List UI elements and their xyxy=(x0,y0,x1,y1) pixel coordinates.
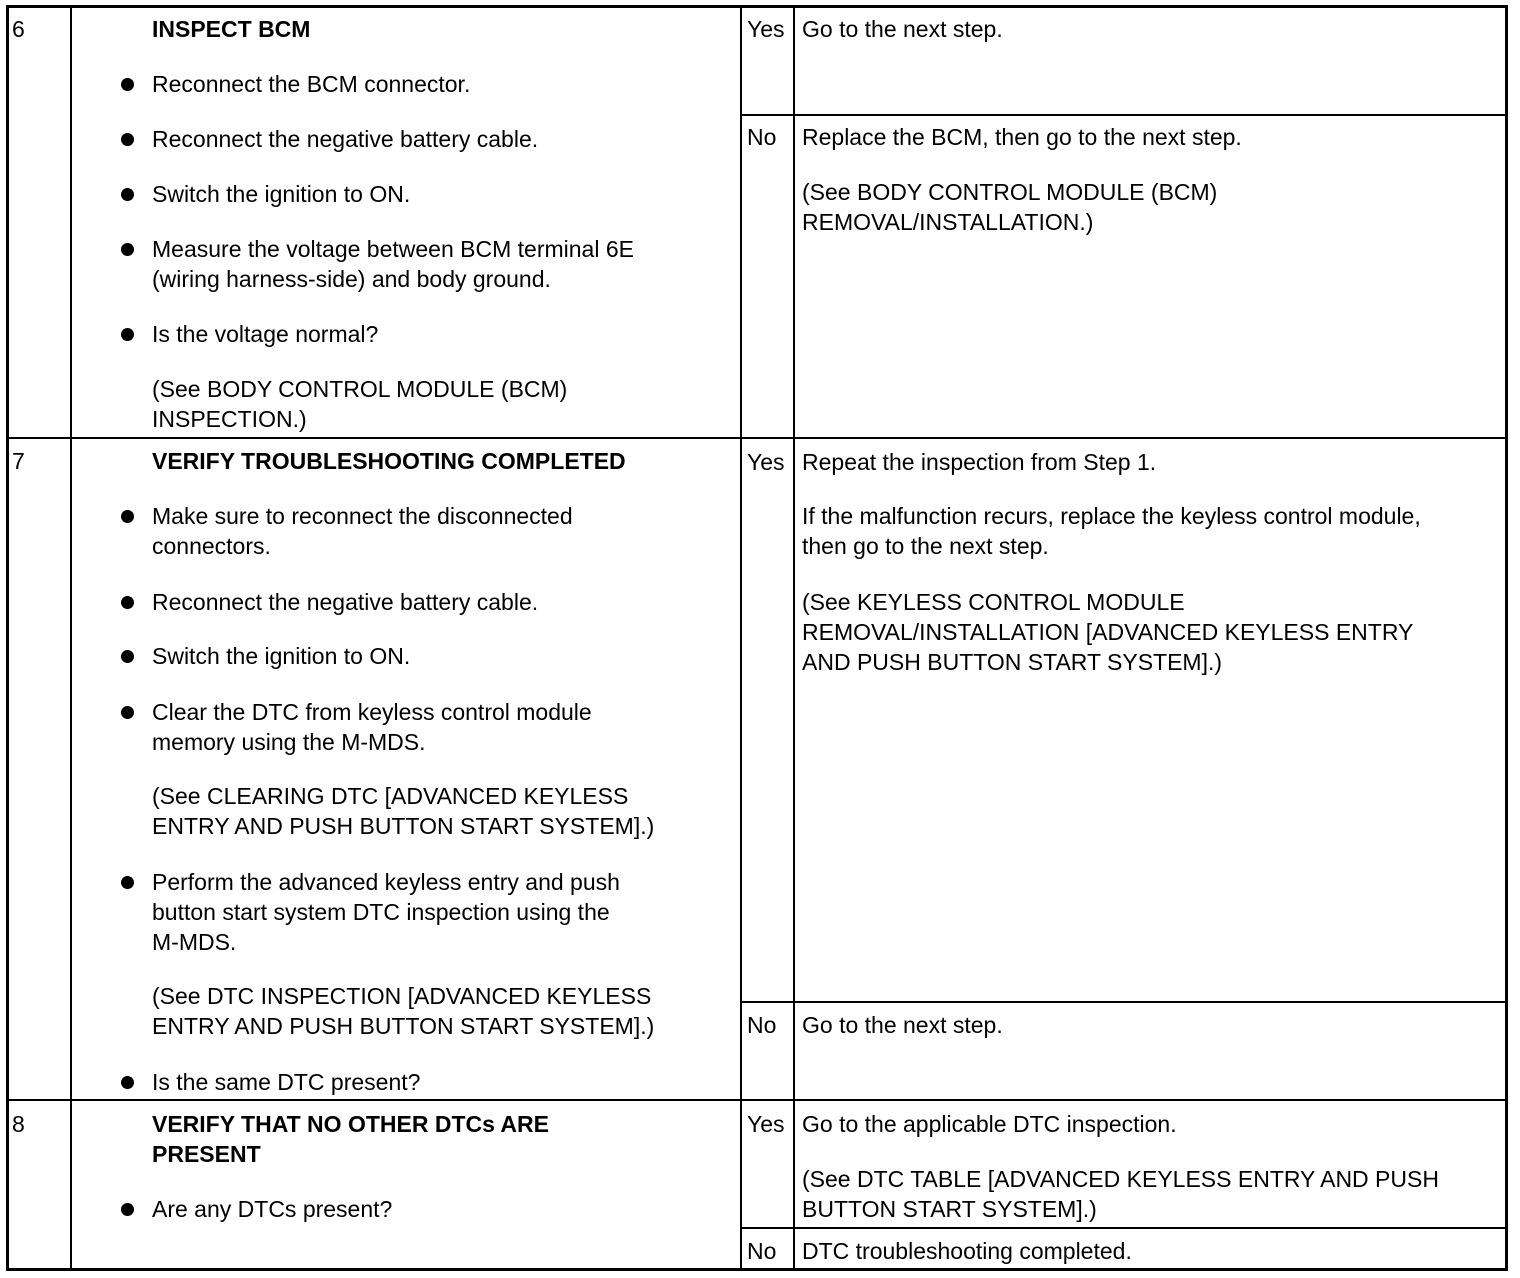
step-item: Switch the ignition to ON. xyxy=(152,181,411,207)
yes-note: REMOVAL/INSTALLATION [ADVANCED KEYLESS ENTRY xyxy=(802,619,1414,645)
column-divider xyxy=(70,5,72,1271)
step-item: Reconnect the negative battery cable. xyxy=(152,126,539,152)
no-action: DTC troubleshooting completed. xyxy=(802,1238,1132,1264)
bullet-icon xyxy=(121,1203,134,1216)
bullet-icon xyxy=(121,243,134,256)
step-title: VERIFY TROUBLESHOOTING COMPLETED xyxy=(152,448,626,474)
bullet-icon xyxy=(121,650,134,663)
step-number: 6 xyxy=(12,16,25,42)
step-item: Perform the advanced keyless entry and push xyxy=(152,869,620,895)
step-item: M-MDS. xyxy=(152,929,237,955)
step-title: INSPECT BCM xyxy=(152,16,311,42)
yes-action: Repeat the inspection from Step 1. xyxy=(802,449,1157,475)
yes-action: If the malfunction recurs, replace the keyless control module, xyxy=(802,503,1421,529)
step-item: Switch the ignition to ON. xyxy=(152,643,411,669)
no-label: No xyxy=(747,1238,777,1264)
step-note: ENTRY AND PUSH BUTTON START SYSTEM].) xyxy=(152,813,655,839)
no-action: Replace the BCM, then go to the next step. xyxy=(802,124,1242,150)
yes-no-divider xyxy=(741,114,1508,116)
table-border-top xyxy=(6,5,1508,8)
yes-no-divider xyxy=(741,1227,1508,1229)
bullet-icon xyxy=(121,876,134,889)
step-item: button start system DTC inspection using the xyxy=(152,899,610,925)
yes-note: (See KEYLESS CONTROL MODULE xyxy=(802,589,1185,615)
yes-note: (See DTC TABLE [ADVANCED KEYLESS ENTRY AND PUSH xyxy=(802,1166,1439,1192)
step-note: (See CLEARING DTC [ADVANCED KEYLESS xyxy=(152,783,629,809)
row-divider xyxy=(6,1099,1508,1101)
yes-note: BUTTON START SYSTEM].) xyxy=(802,1196,1097,1222)
step-item: connectors. xyxy=(152,533,271,559)
row-divider xyxy=(6,437,1508,439)
step-item: Reconnect the negative battery cable. xyxy=(152,589,539,615)
table-border-right xyxy=(1505,5,1508,1271)
no-note: REMOVAL/INSTALLATION.) xyxy=(802,209,1094,235)
step-title: VERIFY THAT NO OTHER DTCs ARE xyxy=(152,1111,549,1137)
bullet-icon xyxy=(121,510,134,523)
yes-action: Go to the next step. xyxy=(802,16,1003,42)
step-number: 7 xyxy=(12,448,25,474)
step-item: (wiring harness-side) and body ground. xyxy=(152,266,551,292)
no-note: (See BODY CONTROL MODULE (BCM) xyxy=(802,179,1218,205)
step-note: (See BODY CONTROL MODULE (BCM) xyxy=(152,376,568,402)
bullet-icon xyxy=(121,188,134,201)
step-number: 8 xyxy=(12,1111,25,1137)
step-item: Measure the voltage between BCM terminal 6E xyxy=(152,236,634,262)
step-item: Is the same DTC present? xyxy=(152,1069,421,1095)
bullet-icon xyxy=(121,706,134,719)
no-action: Go to the next step. xyxy=(802,1012,1003,1038)
no-label: No xyxy=(747,124,777,150)
bullet-icon xyxy=(121,596,134,609)
step-note: (See DTC INSPECTION [ADVANCED KEYLESS xyxy=(152,983,652,1009)
table-border-bottom xyxy=(6,1268,1508,1271)
yes-note: AND PUSH BUTTON START SYSTEM].) xyxy=(802,649,1223,675)
yes-label: Yes xyxy=(747,1111,785,1137)
bullet-icon xyxy=(121,1076,134,1089)
bullet-icon xyxy=(121,78,134,91)
yes-action: Go to the applicable DTC inspection. xyxy=(802,1111,1177,1137)
yes-label: Yes xyxy=(747,449,785,475)
step-title: PRESENT xyxy=(152,1141,261,1167)
step-item: Clear the DTC from keyless control module xyxy=(152,699,592,725)
yes-no-divider xyxy=(741,1001,1508,1003)
column-divider xyxy=(740,5,742,1271)
bullet-icon xyxy=(121,133,134,146)
no-label: No xyxy=(747,1012,777,1038)
yes-action: then go to the next step. xyxy=(802,533,1049,559)
table-border-left xyxy=(6,5,9,1271)
step-item: memory using the M-MDS. xyxy=(152,729,426,755)
bullet-icon xyxy=(121,328,134,341)
step-item: Reconnect the BCM connector. xyxy=(152,71,471,97)
column-divider xyxy=(793,5,795,1271)
step-note: INSPECTION.) xyxy=(152,406,307,432)
step-item: Is the voltage normal? xyxy=(152,321,379,347)
step-item: Make sure to reconnect the disconnected xyxy=(152,503,573,529)
step-item: Are any DTCs present? xyxy=(152,1196,393,1222)
yes-label: Yes xyxy=(747,16,785,42)
step-note: ENTRY AND PUSH BUTTON START SYSTEM].) xyxy=(152,1013,655,1039)
